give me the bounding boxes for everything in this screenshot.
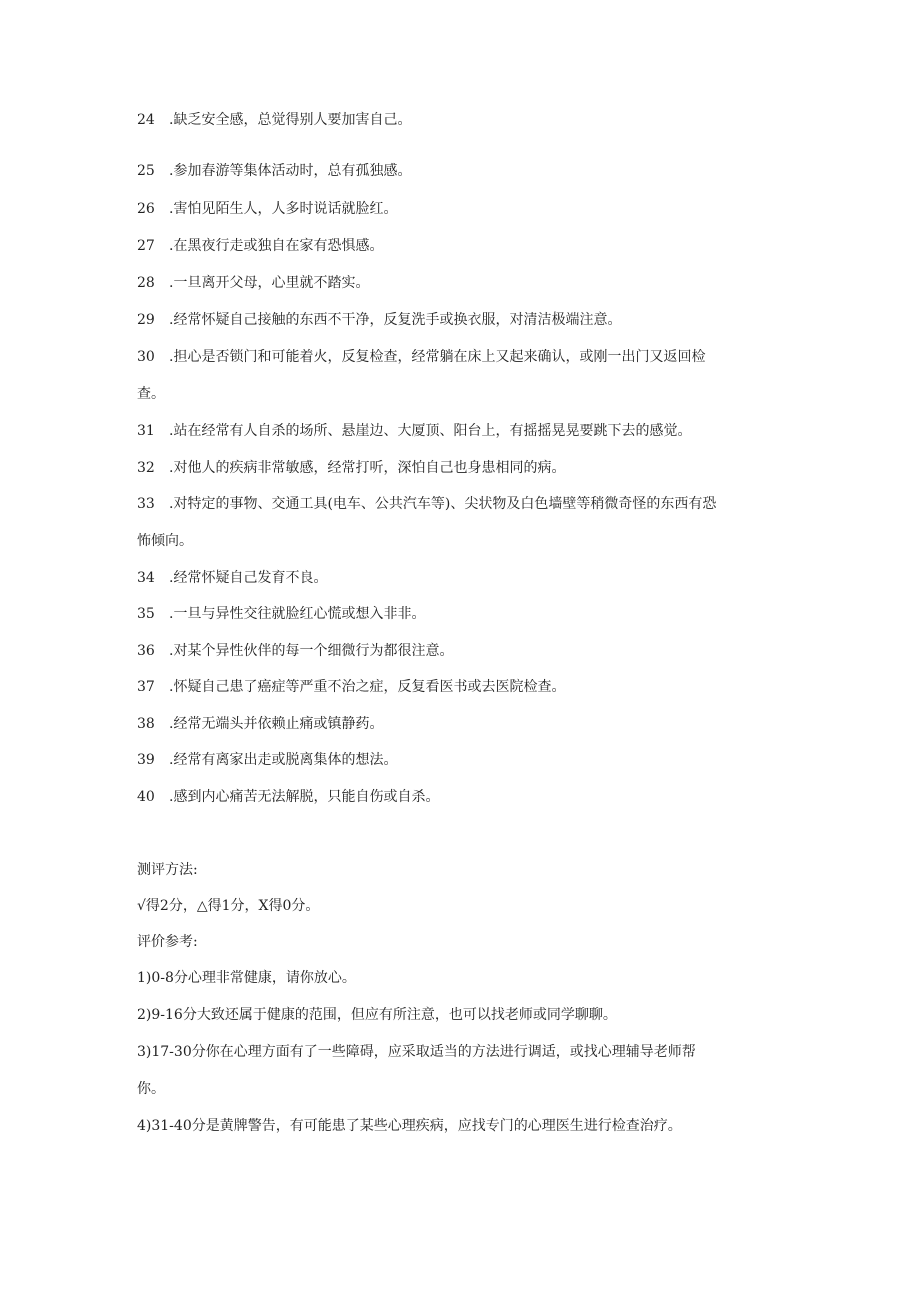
item-39	[137, 750, 397, 770]
item-number: 37	[137, 679, 155, 695]
item-text: .参加春游等集体活动时，总有孤独感。	[169, 163, 412, 179]
item-number: 32	[137, 460, 155, 476]
reference-heading: 评价参考:	[137, 934, 198, 950]
item-number: 34	[137, 570, 155, 586]
item-text-continuation: 怖倾向。	[137, 533, 193, 549]
item-number: 39	[137, 752, 155, 768]
item-text: .一旦离开父母，心里就不踏实。	[169, 275, 370, 291]
item-37	[137, 677, 565, 697]
item-text: .担心是否锁门和可能着火，反复检查，经常躺在床上又起来确认，或刚一出门又返回检	[169, 349, 706, 365]
reference-item-3-continuation: 你。	[137, 1081, 165, 1097]
item-number: 38	[137, 716, 155, 732]
item-number: 28	[137, 275, 155, 291]
item-number: 29	[137, 312, 155, 328]
item-text: .对某个异性伙伴的每一个细微行为都很注意。	[169, 643, 454, 659]
item-text: .感到内心痛苦无法解脱，只能自伤或自杀。	[169, 789, 440, 805]
item-text: .经常怀疑自己接触的东西不干净，反复洗手或换衣服，对清洁极端注意。	[169, 312, 622, 328]
item-text: .经常怀疑自己发育不良。	[169, 570, 328, 586]
item-text: .经常有离家出走或脱离集体的想法。	[169, 752, 398, 768]
item-number: 27	[137, 238, 155, 254]
item-number: 30	[137, 349, 155, 365]
item-text: .对他人的疾病非常敏感，经常打听，深怕自己也身患相同的病。	[169, 460, 566, 476]
item-33	[137, 494, 716, 514]
item-29	[137, 310, 621, 330]
item-text: .怀疑自己患了癌症等严重不治之症，反复看医书或去医院检查。	[169, 679, 566, 695]
item-32	[137, 458, 565, 478]
item-number: 35	[137, 606, 155, 622]
item-text: .在黑夜行走或独自在家有恐惧感。	[169, 238, 384, 254]
item-text: .缺乏安全感，总觉得别人要加害自己。	[169, 112, 412, 128]
item-31	[137, 421, 691, 441]
reference-item-2: 2)9-16分大致还属于健康的范围，但应有所注意，也可以找老师或同学聊聊。	[137, 1007, 617, 1023]
item-40	[137, 787, 439, 807]
reference-item-4: 4)31-40分是黄牌警告，有可能患了某些心理疾病，应找专门的心理医生进行检查治疗。	[137, 1118, 682, 1134]
item-36	[137, 641, 453, 661]
item-number: 36	[137, 643, 155, 659]
reference-item-1: 1)0-8分心理非常健康，请你放心。	[137, 970, 356, 986]
item-38	[137, 714, 383, 734]
item-text: .对特定的事物、交通工具(电车、公共汽车等)、尖状物及白色墙壁等稍微奇怪的东西有恐	[169, 496, 717, 512]
item-28	[137, 273, 369, 293]
reference-item-3: 3)17-30分你在心理方面有了一些障碍，应采取适当的方法进行调适，或找心理辅导老师帮	[137, 1044, 696, 1060]
item-34	[137, 568, 327, 588]
item-27	[137, 236, 383, 256]
item-25	[137, 161, 411, 181]
item-text: .经常无端头并依赖止痛或镇静药。	[169, 716, 384, 732]
method-heading: 测评方法:	[137, 862, 198, 878]
item-24	[137, 110, 411, 130]
item-number: 40	[137, 789, 155, 805]
item-number: 24	[137, 112, 155, 128]
item-number: 31	[137, 423, 155, 439]
item-text: .一旦与异性交往就脸红心慌或想入非非。	[169, 606, 426, 622]
item-text: .站在经常有人自杀的场所、悬崖边、大厦顶、阳台上，有摇摇晃晃要跳下去的感觉。	[169, 423, 692, 439]
item-30	[137, 347, 705, 367]
item-35	[137, 604, 425, 624]
item-number: 33	[137, 496, 155, 512]
item-text: .害怕见陌生人，人多时说话就脸红。	[169, 201, 398, 217]
item-number: 26	[137, 201, 155, 217]
item-26	[137, 199, 397, 219]
item-number: 25	[137, 163, 155, 179]
item-text-continuation: 查。	[137, 386, 165, 402]
item-33-continuation	[137, 531, 193, 551]
method-rule: √得2分，△得1分，X得0分。	[137, 898, 320, 914]
item-30-continuation	[137, 384, 165, 404]
